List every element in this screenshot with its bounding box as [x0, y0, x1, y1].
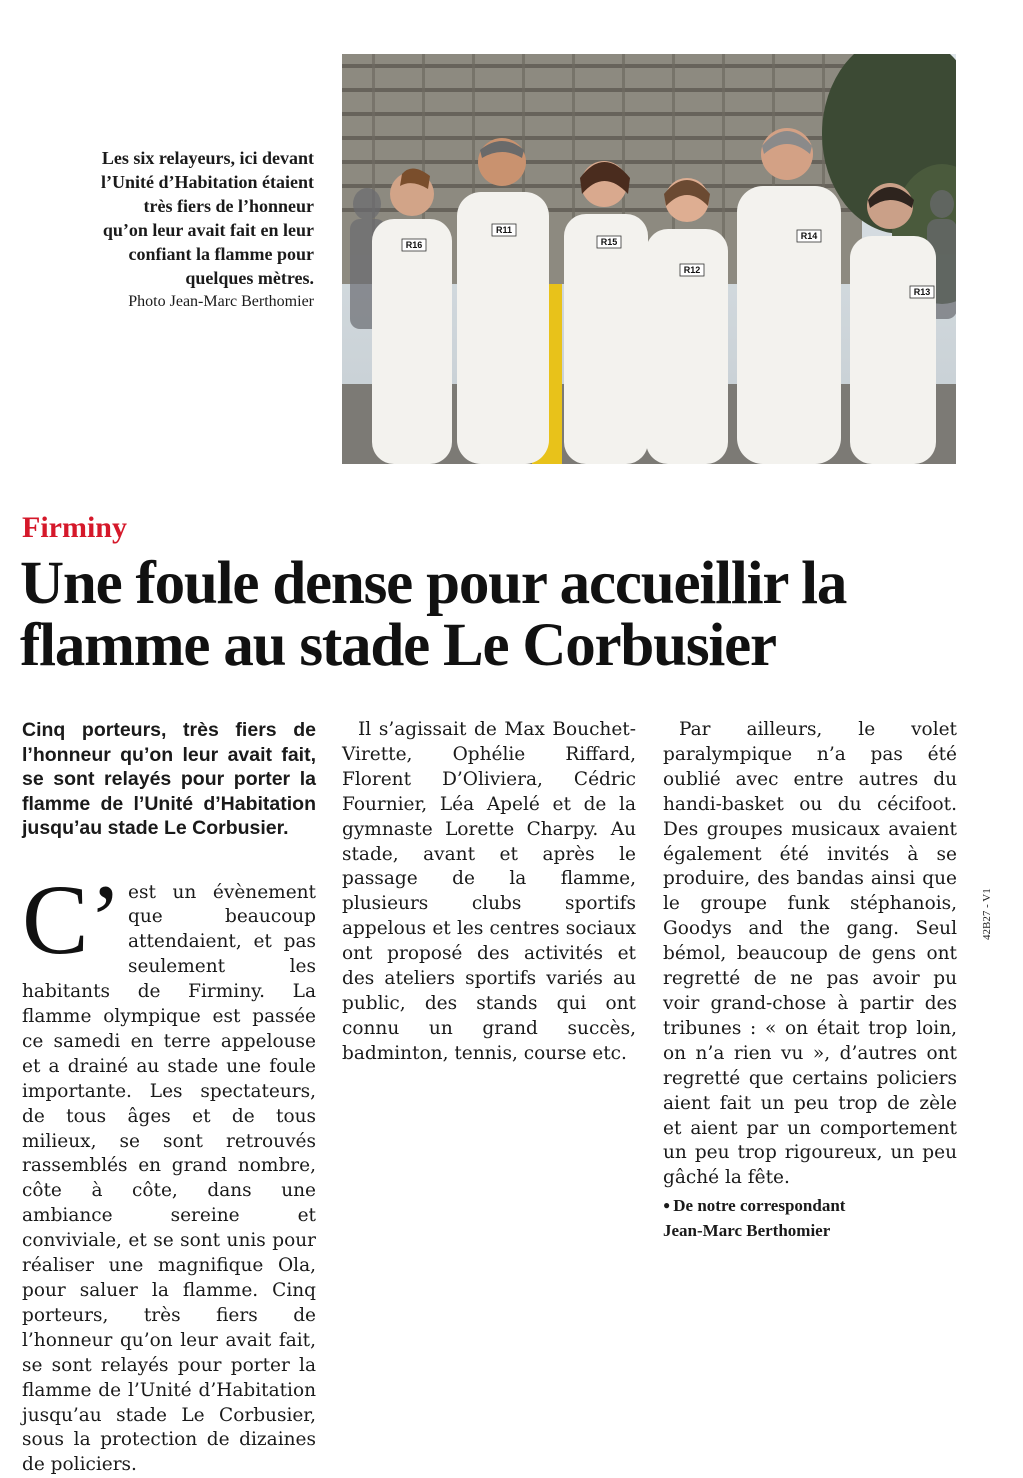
photo-credit: Photo Jean-Marc Berthomier	[100, 291, 314, 313]
relayeurs-photo	[342, 54, 956, 464]
caption-text: Les six relayeurs, ici devant l’Unité d’Habitation étaient très fiers de l’honneur qu’on leur avait fait en leur confiant la flamme pour quelques mètres.	[100, 146, 314, 290]
signature-line-1: De notre correspondant	[673, 1196, 845, 1215]
photo-caption	[100, 146, 314, 313]
page-reference: 42B27 - V1	[981, 888, 993, 940]
paragraph-3: Par ailleurs, le volet paralympique n’a pas été oublié avec entre autres du handi-basket ou du cécifoot. Des groupes musicaux avaient également été invités à se produire, des bandas ainsi que le groupe funk stéphanois, Goodys and the gang. Seul bémol, beaucoup de gens ont regretté de ne pas avoir pu voir grand-chose à partir des tribunes : « on était trop loin, on n’a rien vu », d’autres ont regretté que certains policiers aient fait un peu trop de zèle et aient par un comportement un peu trop rigoureux, un peu gâché la fête.	[663, 718, 957, 1191]
bib-label: R11	[496, 225, 512, 235]
paragraph-2: Il s’agissait de Max Bouchet-Virette, Ophélie Riffard, Florent D’Oliviera, Cédric Fournier, Léa Apelé et de la gymnaste Lorette Charpy. Au stade, avant et après le passage de la flamme, plusieurs clubs sportifs appelous et les centres sociaux ont proposé des activités et des ateliers sportifs variés au public, des stands qui ont connu un grand succès, badminton, tennis, course etc.	[342, 718, 636, 1067]
bullet-icon: ●	[663, 1198, 670, 1212]
author-signature	[663, 1193, 957, 1243]
article-column-2	[342, 718, 636, 1067]
drop-cap: C’	[22, 883, 122, 957]
bib-label: R12	[684, 265, 701, 275]
article-chapo: Cinq porteurs, très fiers de l’honneur qu’on leur avait fait, se sont relayés pour porter la flamme de l’Unité d’Habitation jusqu’au stade Le Corbusier.	[22, 718, 316, 841]
bib-label: R13	[914, 287, 931, 297]
bib-label: R15	[601, 237, 618, 247]
article-column-1	[22, 718, 316, 1478]
paragraph-1-text: est un évènement que beaucoup attendaient, et pas seulement les habitants de Firminy. La flamme olympique est passée ce samedi en terre appelouse et a drainé au stade une foule importante. Les spectateurs, de tous âges et de tous milieux, se sont retrouvés rassemblés en grand nombre, côte à côte, dans une ambiance sereine et conviviale, et se sont unis pour réaliser une magnifique Ola, pour saluer la flamme. Cinq porteurs, très fiers de l’honneur qu’on leur avait fait, se sont relayés pour porter la flamme de l’Unité d’Habitation jusqu’au stade Le Corbusier, sous la protection de dizaines de policiers.	[22, 882, 316, 1476]
article-kicker: Firminy	[22, 510, 127, 546]
article-headline: Une foule dense pour accueillir la flamme au stade Le Corbusier	[20, 553, 1000, 677]
bib-label: R16	[406, 240, 423, 250]
bib-label: R14	[801, 231, 818, 241]
article-column-3	[663, 718, 957, 1243]
article-lead	[22, 881, 316, 1478]
signature-line-2: Jean-Marc Berthomier	[663, 1218, 957, 1243]
article-photo	[342, 54, 956, 464]
